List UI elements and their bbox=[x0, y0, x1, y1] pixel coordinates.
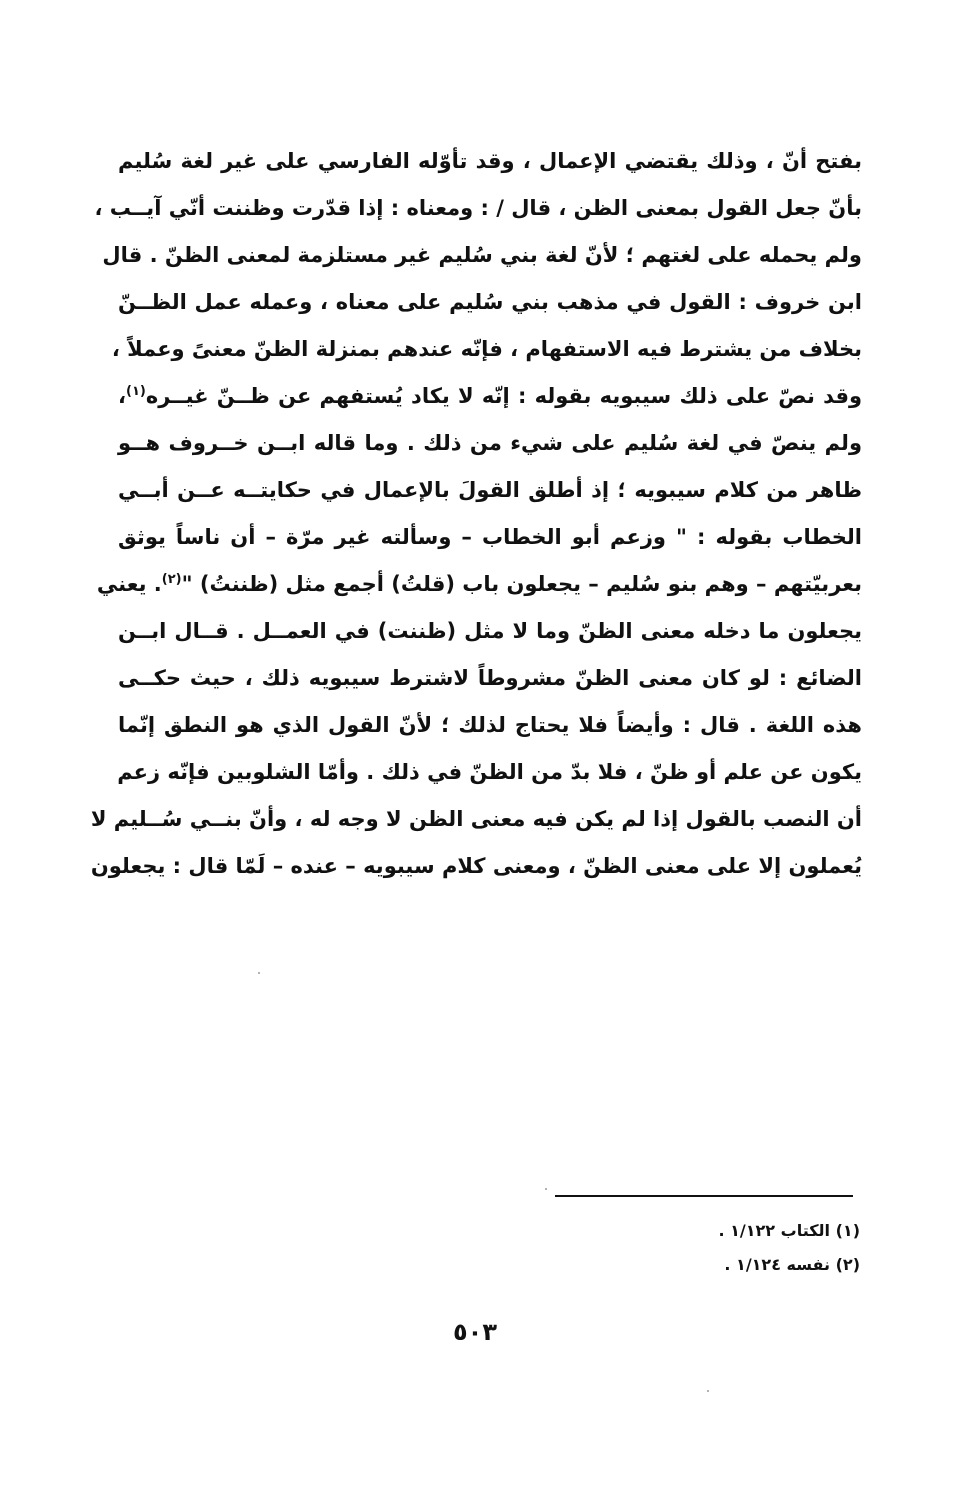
footnote-1: (١) الكتاب ١/١٢٢ . bbox=[718, 1221, 860, 1240]
main-text-block bbox=[90, 138, 862, 890]
text-line: الخطاب بقوله : " وزعم أبو الخطاب – وسألته غير مرّة – أن ناساً يوثق bbox=[118, 525, 862, 549]
text-line: ولم يحمله على لغتهم ؛ لأنّ لغة بني سُليم غير مستلزمة لمعنى الظنّ . قال bbox=[102, 243, 862, 267]
footnote-ref-1: (١) bbox=[125, 384, 146, 399]
text-line-with-footnote-1 bbox=[118, 373, 862, 420]
text-line: يكون عن علم أو ظنّ ، فلا بدّ من الظنّ في ذلك . وأمّا الشلوبين فإنّه زعم bbox=[117, 760, 862, 784]
text-line-tail: . يعني bbox=[96, 572, 162, 596]
text-line: يجعلون ما دخله معنى الظنّ وما لا مثل (ظننت) في العمــل . قــال ابــن bbox=[118, 619, 862, 643]
text-line-with-footnote-2 bbox=[96, 561, 862, 608]
footnote-divider bbox=[555, 1195, 853, 1197]
text-line: بفتح أنّ ، وذلك يقتضي الإعمال ، وقد تأوّله الفارسي على غير لغة سُليم bbox=[118, 149, 862, 173]
text-line: ولم ينصّ في لغة سُليم على شيء من ذلك . وما قاله ابــن خــروف هــو bbox=[118, 431, 862, 455]
footnote-ref-2: (٢) bbox=[161, 572, 182, 587]
text-line: ابن خروف : القول في مذهب بني سُليم على معناه ، وعمله عمل الظــنّ bbox=[118, 290, 862, 314]
text-line-content: وقد نصّ على ذلك سيبويه بقوله : إنّه لا يكاد يُستفهم عن ظــنّ غيــره bbox=[145, 384, 862, 408]
footnote-2: (٢) نفسه ١/١٢٤ . bbox=[724, 1255, 860, 1274]
page-number: ٥٠٣ bbox=[453, 1318, 497, 1346]
text-line-tail: ، bbox=[118, 384, 126, 408]
text-line: أن النصب بالقول إذا لم يكن فيه معنى الظن لا وجه له ، وأنّ بنــي سُــليم لا bbox=[90, 807, 862, 831]
text-line: الضائع : لو كان معنى الظنّ مشروطاً لاشترط سيبويه ذلك ، حيث حكــى bbox=[118, 666, 862, 690]
scan-speck bbox=[545, 1188, 547, 1190]
text-line: هذه اللغة . قال : وأيضاً فلا يحتاج لذلك ؛ لأنّ القول الذي هو النطق إنّما bbox=[118, 713, 862, 737]
text-line: بأنّ جعل القول بمعنى الظن ، قال / : ومعناه : إذا قدّرت وظننت أنّي آيــب ، bbox=[94, 196, 862, 220]
scan-speck bbox=[258, 972, 260, 974]
text-line: ظاهر من كلام سيبويه ؛ إذ أطلق القولَ بالإعمال في حكايتــه عــن أبــي bbox=[118, 478, 862, 502]
scan-speck bbox=[707, 1390, 709, 1392]
text-line: يُعملون إلا على معنى الظنّ ، ومعنى كلام سيبويه – عنده – لَمّا قال : يجعلون bbox=[90, 854, 862, 878]
text-line: بخلاف من يشترط فيه الاستفهام ، فإنّه عندهم بمنزلة الظنّ معنىً وعملاً ، bbox=[111, 337, 862, 361]
text-line-content: بعربيّتهم – وهم بنو سُليم – يجعلون باب (قلتُ) أجمع مثل (ظننتُ) " bbox=[181, 572, 862, 596]
footnotes bbox=[560, 1214, 860, 1282]
